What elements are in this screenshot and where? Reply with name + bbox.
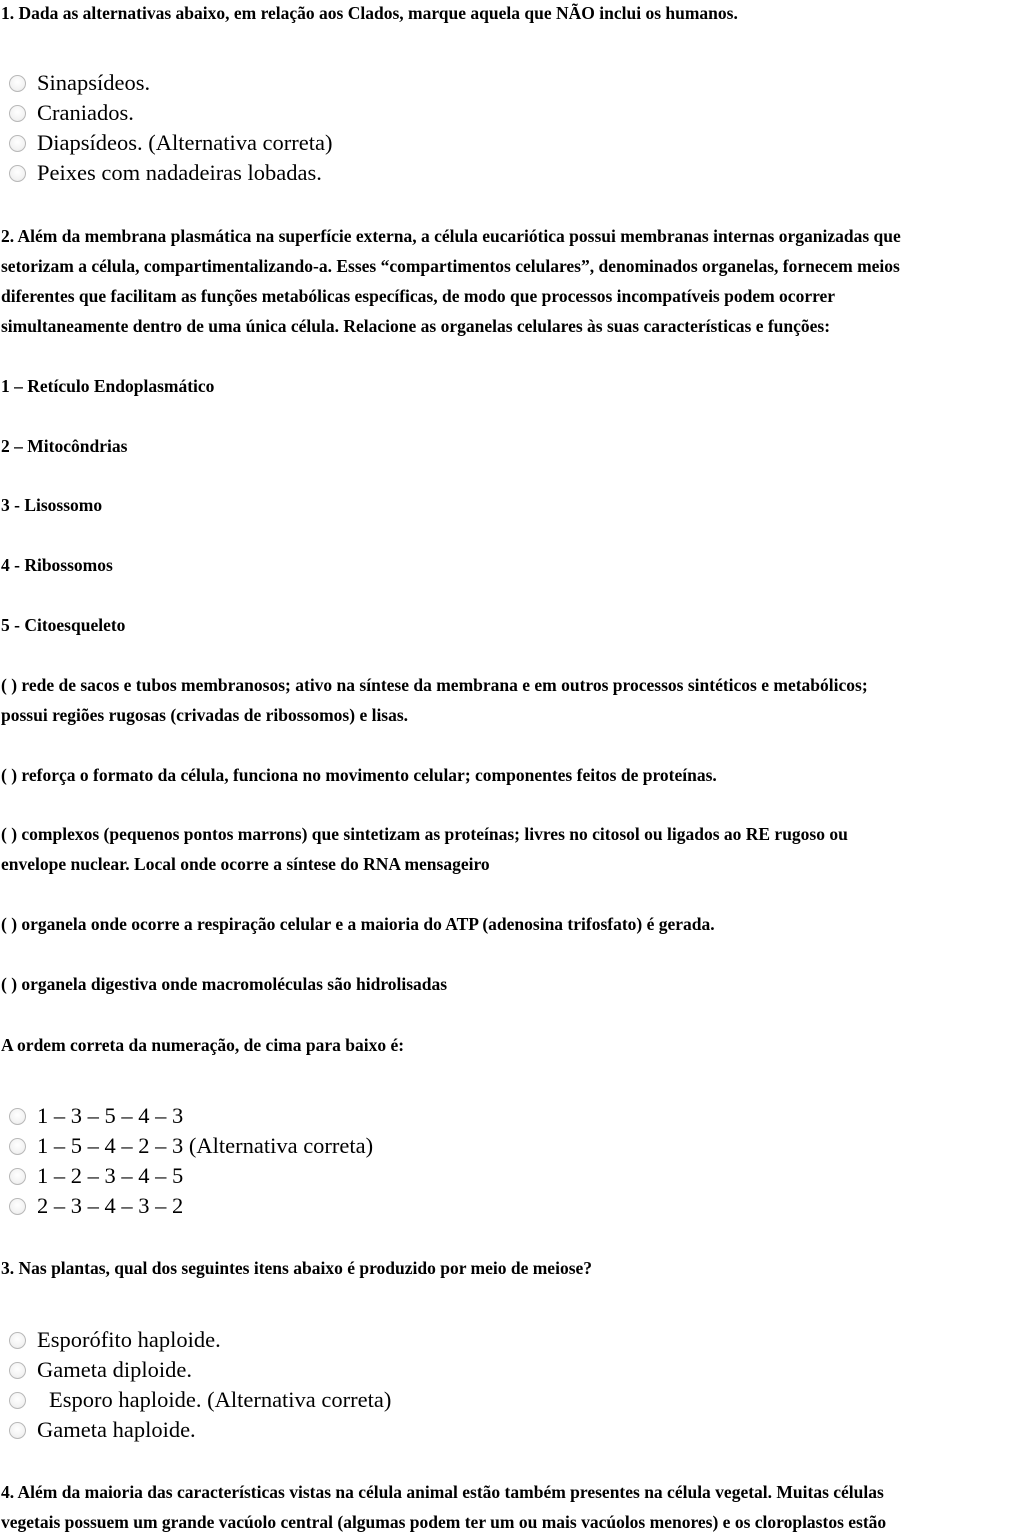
question-4-prompt [0, 1477, 1027, 1537]
description-4: ( ) organela onde ocorre a respiração celular e a maioria do ATP (adenosina trifosfato) é gerada. [1, 914, 715, 934]
option-label: Gameta diploide. [37, 1357, 192, 1382]
option-label: Peixes com nadadeiras lobadas. [37, 160, 322, 185]
radio-button[interactable] [9, 165, 26, 182]
option-label: Esporófito haploide. [37, 1327, 221, 1352]
radio-button[interactable] [9, 105, 26, 122]
option-item[interactable] [0, 158, 333, 188]
question-1-options [0, 68, 333, 188]
organelle-item-5: 5 - Citoesqueleto [1, 615, 126, 635]
radio-button[interactable] [9, 1362, 26, 1379]
description-line: ( ) complexos (pequenos pontos marrons) que sintetizam as proteínas; livres no citosol ou ligados ao RE rugoso ou [1, 824, 848, 844]
radio-button[interactable] [9, 1392, 26, 1409]
question-2-options [0, 1101, 373, 1221]
radio-button[interactable] [9, 1168, 26, 1185]
prompt-line: vegetais possuem um grande vacúolo central (algumas podem ter um ou mais vacúolos menores) e os cloroplastos estão [1, 1512, 887, 1532]
radio-button[interactable] [9, 75, 26, 92]
option-item[interactable] [0, 1415, 391, 1445]
question-2-prompt [0, 221, 1027, 341]
prompt-line: setorizam a célula, compartimentalizando-a. Esses “compartimentos celulares”, denominados organelas, fornecem meios [1, 256, 900, 276]
option-label: Craniados. [37, 100, 134, 125]
option-item[interactable] [0, 1131, 373, 1161]
option-item[interactable] [0, 1355, 391, 1385]
radio-button[interactable] [9, 1422, 26, 1439]
description-3 [0, 819, 1027, 879]
radio-button[interactable] [9, 1332, 26, 1349]
radio-button[interactable] [9, 1108, 26, 1125]
option-label: 1 – 3 – 5 – 4 – 3 [37, 1103, 184, 1128]
organelle-item-1: 1 – Retículo Endoplasmático [1, 376, 215, 396]
prompt-line: diferentes que facilitam as funções metabólicas específicas, de modo que processos incompatíveis podem ocorrer [1, 286, 836, 306]
order-prompt: A ordem correta da numeração, de cima para baixo é: [1, 1035, 405, 1055]
option-item[interactable] [0, 1325, 391, 1355]
organelle-item-2: 2 – Mitocôndrias [1, 436, 128, 456]
option-label: 1 – 5 – 4 – 2 – 3 (Alternativa correta) [37, 1133, 374, 1158]
radio-button[interactable] [9, 1198, 26, 1215]
option-item[interactable] [0, 1161, 373, 1191]
option-item[interactable] [0, 68, 333, 98]
option-label: 2 – 3 – 4 – 3 – 2 [37, 1193, 184, 1218]
option-label: Diapsídeos. (Alternativa correta) [37, 130, 333, 155]
prompt-line: 4. Além da maioria das características vistas na célula animal estão também presentes na célula vegetal. Muitas células [1, 1482, 884, 1502]
organelle-item-3: 3 - Lisossomo [1, 495, 103, 515]
radio-button[interactable] [9, 1138, 26, 1155]
question-3-prompt: 3. Nas plantas, qual dos seguintes itens abaixo é produzido por meio de meiose? [1, 1258, 593, 1278]
option-item[interactable] [0, 128, 333, 158]
option-label: 1 – 2 – 3 – 4 – 5 [37, 1163, 184, 1188]
organelle-item-4: 4 - Ribossomos [1, 555, 113, 575]
option-label: Esporo haploide. (Alternativa correta) [49, 1387, 392, 1412]
description-line: envelope nuclear. Local onde ocorre a síntese do RNA mensageiro [1, 854, 490, 874]
description-2: ( ) reforça o formato da célula, funciona no movimento celular; componentes feitos de proteínas. [1, 765, 717, 785]
question-3-options [0, 1325, 391, 1445]
radio-button[interactable] [9, 135, 26, 152]
description-line: ( ) rede de sacos e tubos membranosos; ativo na síntese da membrana e em outros processos sintéticos e metabólicos; [1, 675, 868, 695]
option-item[interactable] [0, 1101, 373, 1131]
description-1 [0, 670, 1027, 730]
prompt-line: 2. Além da membrana plasmática na superfície externa, a célula eucariótica possui membranas internas organizadas que [1, 226, 901, 246]
option-item[interactable] [0, 1191, 373, 1221]
question-1-prompt: 1. Dada as alternativas abaixo, em relação aos Clados, marque aquela que NÃO inclui os humanos. [1, 3, 738, 23]
option-item[interactable] [0, 1385, 391, 1415]
description-5: ( ) organela digestiva onde macromoléculas são hidrolisadas [1, 974, 448, 994]
option-item[interactable] [0, 98, 333, 128]
description-line: possui regiões rugosas (crivadas de ribossomos) e lisas. [1, 705, 409, 725]
option-label: Gameta haploide. [37, 1417, 196, 1442]
prompt-line: simultaneamente dentro de uma única célula. Relacione as organelas celulares às suas características e funções: [1, 316, 831, 336]
option-label: Sinapsídeos. [37, 70, 151, 95]
